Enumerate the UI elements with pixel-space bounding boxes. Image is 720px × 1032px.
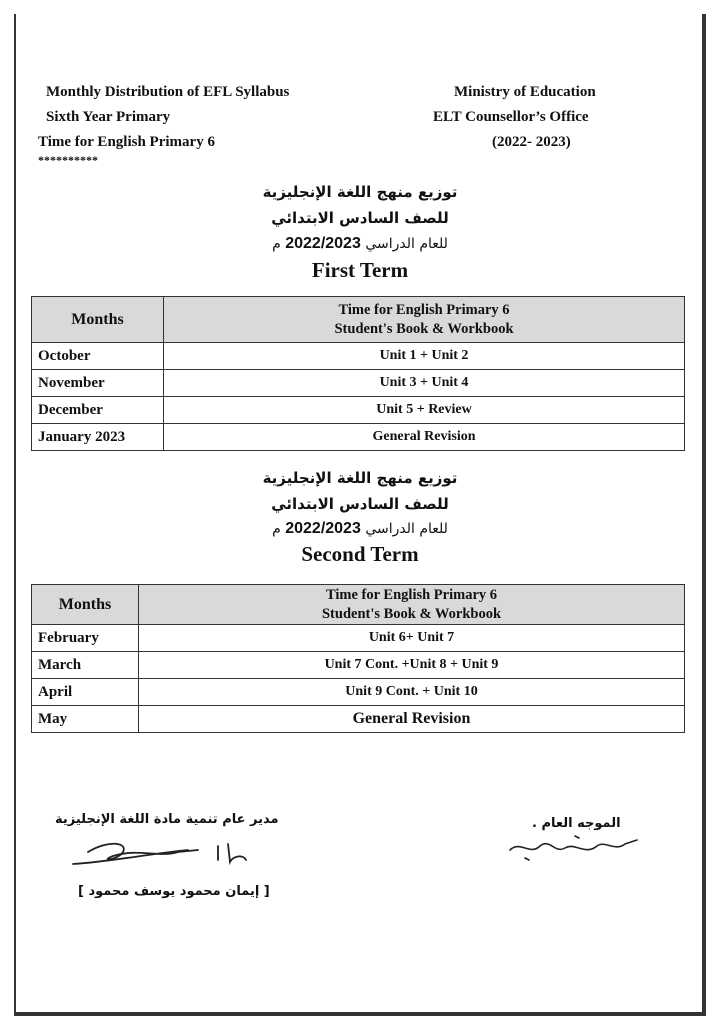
content-cell: Unit 9 Cont. + Unit 10 [139, 679, 685, 706]
month-cell: December [32, 397, 164, 424]
right-signatory-title: الموجه العام . [532, 816, 621, 831]
table-row [32, 706, 685, 733]
header-ministry: Ministry of Education [454, 84, 596, 100]
month-cell: February [32, 625, 139, 652]
content-header-line1: Time for English Primary 6 [338, 301, 510, 318]
header-syllabus-title: Monthly Distribution of EFL Syllabus [46, 84, 290, 100]
first-ar-year-prefix: للعام الدراسي [365, 236, 448, 252]
table-header-row [32, 585, 685, 625]
content-cell: Unit 1 + Unit 2 [164, 343, 685, 370]
second-term-table [31, 584, 685, 733]
months-header: Months [32, 297, 164, 343]
content-cell: Unit 7 Cont. +Unit 8 + Unit 9 [139, 652, 685, 679]
first-ar-grade: للصف السادس الابتدائي [271, 209, 449, 227]
first-ar-year-line [0, 235, 720, 253]
content-cell: Unit 5 + Review [164, 397, 685, 424]
table-row [32, 397, 685, 424]
second-ar-title: توزيع منهج اللغة الإنجليزية [262, 469, 458, 487]
months-header: Months [32, 585, 139, 625]
table-row [32, 652, 685, 679]
left-signatory-title: مدير عام تنمية مادة اللغة الإنجليزية [55, 812, 279, 827]
second-term-title: Second Term [301, 542, 419, 566]
header-year: (2022- 2023) [492, 134, 571, 150]
month-cell: November [32, 370, 164, 397]
content-cell: Unit 3 + Unit 4 [164, 370, 685, 397]
header-book: Time for English Primary 6 [38, 134, 215, 150]
header-stars: ********** [38, 153, 98, 167]
second-ar-year-prefix: للعام الدراسي [365, 521, 448, 537]
content-header-line2: Student's Book & Workbook [334, 320, 514, 337]
first-ar-year: 2022/2023 [285, 235, 361, 252]
first-ar-title: توزيع منهج اللغة الإنجليزية [262, 183, 458, 201]
header-grade: Sixth Year Primary [46, 109, 171, 125]
month-cell: March [32, 652, 139, 679]
table-row [32, 370, 685, 397]
second-ar-year-line [0, 520, 720, 538]
content-header [139, 585, 685, 625]
second-ar-year-suffix: م [272, 521, 281, 537]
table-header-row [32, 297, 685, 343]
left-signature-scribble [68, 832, 268, 874]
second-ar-year: 2022/2023 [285, 520, 361, 537]
table-row [32, 343, 685, 370]
month-cell: April [32, 679, 139, 706]
first-ar-year-suffix: م [272, 236, 281, 252]
table-row [32, 625, 685, 652]
month-cell: May [32, 706, 139, 733]
left-signatory-name: [ إيمان محمود يوسف محمود ] [78, 884, 270, 899]
content-header-line1: Time for English Primary 6 [325, 586, 498, 603]
second-ar-grade: للصف السادس الابتدائي [271, 495, 449, 513]
first-term-title: First Term [311, 258, 409, 282]
content-header [164, 297, 685, 343]
month-cell: January 2023 [32, 424, 164, 451]
month-cell: October [32, 343, 164, 370]
first-term-table [31, 296, 685, 451]
table-row [32, 679, 685, 706]
table-row [32, 424, 685, 451]
content-cell: General Revision [164, 424, 685, 451]
right-signature-scribble [505, 830, 645, 864]
header-office: ELT Counsellor’s Office [433, 109, 589, 125]
content-cell: Unit 6+ Unit 7 [139, 625, 685, 652]
content-header-line2: Student's Book & Workbook [321, 605, 502, 622]
content-cell: General Revision [139, 706, 685, 733]
